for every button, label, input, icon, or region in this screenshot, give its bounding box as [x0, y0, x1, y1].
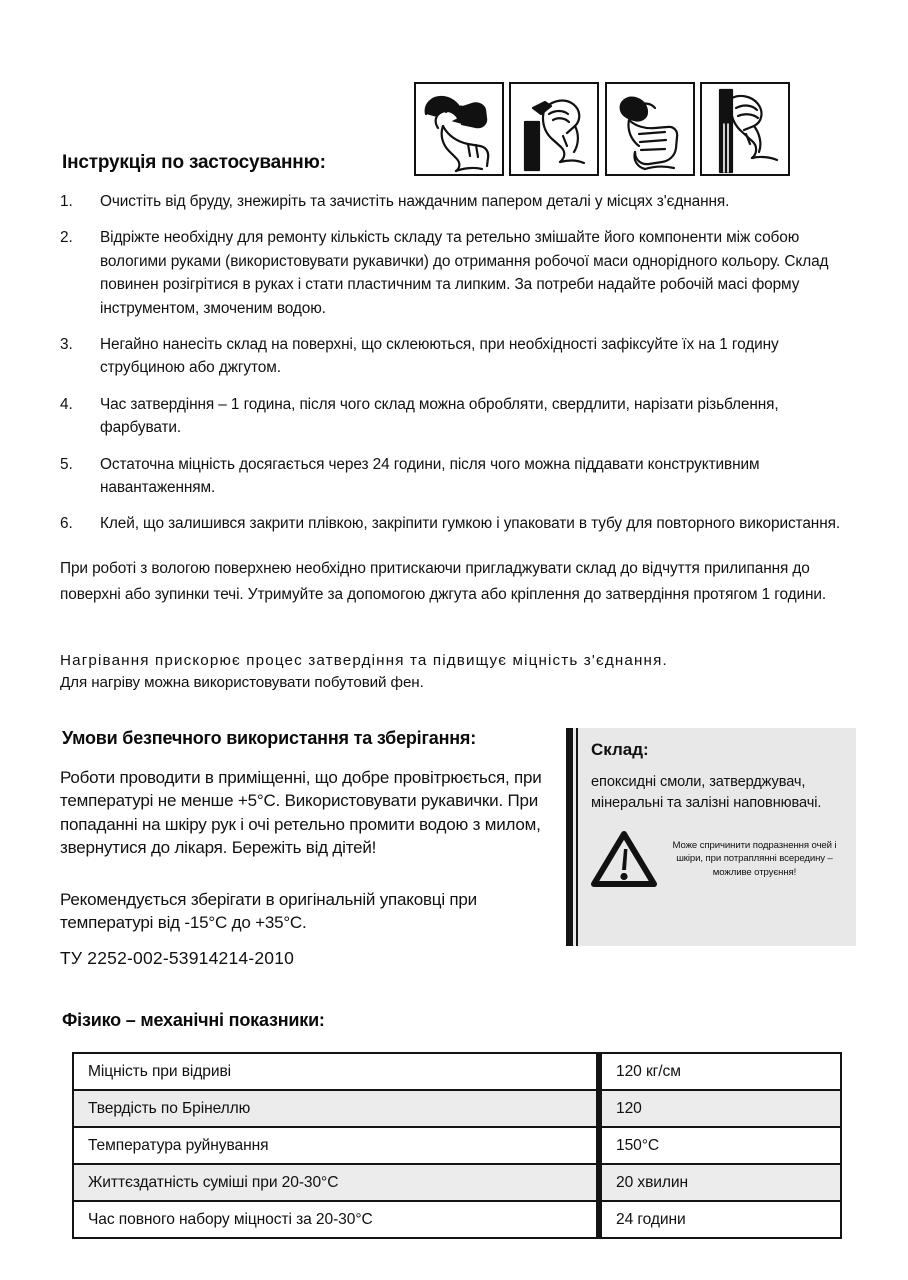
properties-table — [72, 1052, 842, 1239]
composition-title: Склад: — [591, 740, 649, 759]
panel-knead-compound — [414, 82, 504, 176]
step-number: 1. — [60, 193, 73, 210]
composition-text: епоксидні смоли, затверджувач, мінеральні та залізні наповнювачі. — [591, 774, 822, 811]
heating-note-line-2: Для нагріву можна використовувати побутовий фен. — [60, 674, 424, 692]
list-item — [60, 333, 850, 380]
table-row — [73, 1201, 841, 1238]
property-name: Температура руйнування — [73, 1127, 599, 1164]
glove-usage-panels — [414, 82, 790, 174]
property-value: 150°С — [599, 1127, 841, 1164]
list-item — [60, 190, 850, 213]
panel-cut-from-tube — [509, 82, 599, 176]
step-text: Очистіть від бруду, знежиріть та зачистіть наждачним папером деталі у місцях з'єднання. — [100, 193, 730, 210]
table-row — [73, 1090, 841, 1127]
list-item — [60, 393, 850, 440]
panel-apply-to-pipe — [700, 82, 790, 176]
wet-surface-note: При роботі з вологою поверхнею необхідно притискаючи пригладжувати склад до відчуття прилипання до поверхні або зупинки течі. Утримуйте за допомогою джгута або кріплення до затвердіння протягом 1 години. — [60, 560, 827, 604]
heating-note-line-1: Нагрівання прискорює процес затвердіння та підвищує міцність з'єднання. — [60, 652, 668, 669]
property-name: Міцність при відриві — [88, 1062, 231, 1080]
property-name: Твердість по Брінеллю — [73, 1090, 599, 1127]
step-text: Час затвердіння – 1 година, після чого склад можна обробляти, свердлити, нарізати різьблення, фарбувати. — [100, 395, 779, 437]
step-number: 4. — [60, 395, 73, 413]
safety-paragraph-2: Рекомендується зберігати в оригінальній упаковці при температурі від -15°С до +35°С. — [60, 890, 477, 933]
heating-note — [60, 650, 860, 694]
list-item — [60, 512, 850, 535]
table-row — [73, 1053, 841, 1090]
step-number: 6. — [60, 515, 73, 533]
property-value: 24 години — [599, 1201, 841, 1238]
table-row — [73, 1164, 841, 1201]
instructions-heading: Інструкція по застосуванню: — [62, 152, 326, 173]
step-text: Відріжте необхідну для ремонту кількість складу та ретельно змішайте його компоненти між собою вологими руками (використовувати рукавички) до отримання робочої маси однорідного кольору. Склад повинен розігрітися в руках і стати пластичним та липким. За потреби надайте робочій масі форму інструментом, змоченим водою. — [100, 229, 829, 317]
step-text: Остаточна міцність досягається через 24 години, після чого можна піддавати конструктивним навантаженням. — [100, 455, 760, 497]
property-value: 120 — [599, 1090, 841, 1127]
property-value: 20 хвилин — [599, 1164, 841, 1201]
property-value: 120 кг/см — [599, 1053, 841, 1090]
list-item — [60, 453, 850, 500]
properties-heading: Фізико – механічні показники: — [62, 1010, 325, 1030]
step-number: 3. — [60, 336, 73, 354]
safety-paragraph-1: Роботи проводити в приміщенні, що добре провітрюється, при температурі не менше +5°С. Використовувати рукавички. При попаданні на шкіру рук і очі ретельно промити водою з милом, звернутися до лікаря. Бережіть від дітей! — [60, 768, 542, 858]
step-number: 2. — [60, 229, 73, 247]
table-row — [73, 1127, 841, 1164]
panel-roll-in-hand — [605, 82, 695, 176]
list-item — [60, 226, 850, 320]
warning-text: Може спричинити подразнення очей і шкіри, при потраплянні всередину – можливе отруєння! — [672, 840, 837, 878]
step-text: Клей, що залишився закрити плівкою, закріпити гумкою і упаковати в тубу для повторного використання. — [100, 515, 841, 533]
composition-box — [566, 728, 856, 946]
warning-row — [591, 830, 846, 888]
standard-code: ТУ 2252-002-53914214-2010 — [60, 948, 295, 968]
step-number: 5. — [60, 455, 73, 473]
warning-triangle-icon — [591, 830, 657, 888]
safety-heading: Умови безпечного використання та зберігання: — [62, 728, 477, 748]
step-text: Негайно нанесіть склад на поверхні, що склеюються, при необхідності зафіксуйте їх на 1 годину струбциною або джгутом. — [100, 336, 779, 377]
property-name: Життєздатність суміші при 20-30°С — [73, 1164, 599, 1201]
instruction-steps-list — [60, 190, 850, 549]
property-name: Час повного набору міцності за 20-30°С — [73, 1201, 599, 1238]
